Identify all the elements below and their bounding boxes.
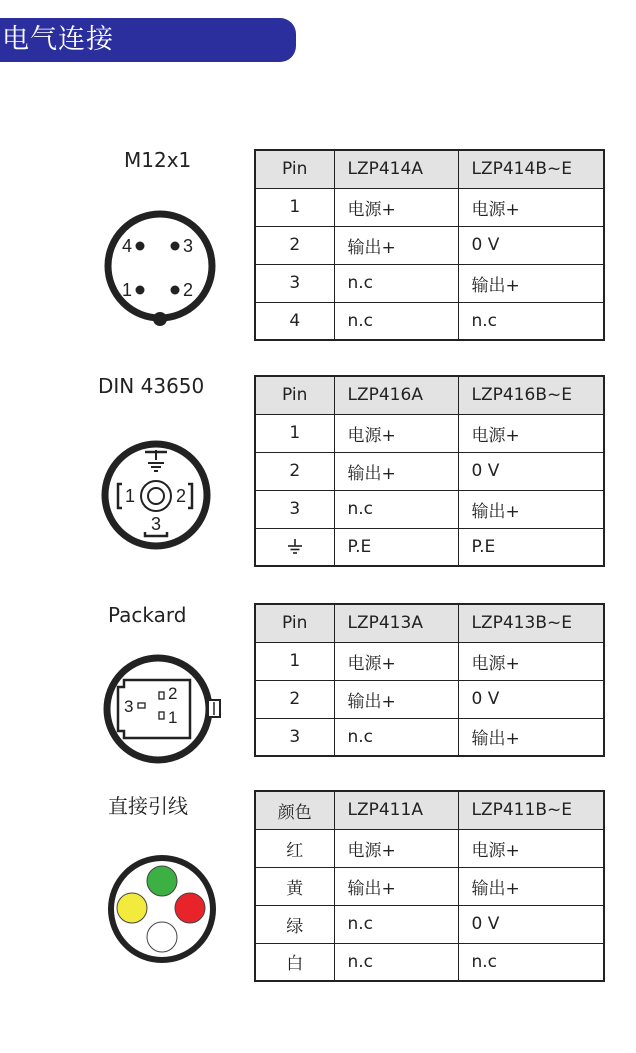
table-cell: 输出+ bbox=[334, 680, 458, 718]
packard-pin-label: 3 bbox=[124, 697, 134, 716]
table-cell: 黄 bbox=[255, 867, 334, 905]
column-header: Pin bbox=[255, 150, 334, 188]
wire-yellow-icon bbox=[117, 893, 147, 923]
packard-pin-label: 2 bbox=[168, 684, 178, 703]
table-cell: 电源+ bbox=[458, 414, 604, 452]
table-cell: 1 bbox=[255, 414, 334, 452]
packard-pin-label: 1 bbox=[168, 708, 178, 727]
table-row bbox=[255, 302, 604, 340]
table-cell: 电源+ bbox=[334, 642, 458, 680]
pin-table-direct-leads bbox=[254, 790, 605, 982]
column-header: LZP416A bbox=[334, 376, 458, 414]
m12-pin-label: 3 bbox=[183, 236, 194, 256]
column-header: LZP416B~E bbox=[458, 376, 604, 414]
table-cell: 2 bbox=[255, 680, 334, 718]
m12-pin-label: 1 bbox=[122, 280, 133, 300]
table-cell: 电源+ bbox=[458, 188, 604, 226]
table-cell: 红 bbox=[255, 829, 334, 867]
table-cell: 3 bbox=[255, 490, 334, 528]
table-cell: 电源+ bbox=[334, 188, 458, 226]
table-cell: n.c bbox=[334, 905, 458, 943]
column-header: LZP414B~E bbox=[458, 150, 604, 188]
table-row bbox=[255, 528, 604, 566]
table-cell: 0 V bbox=[458, 226, 604, 264]
table-cell: n.c bbox=[334, 943, 458, 981]
ground-icon bbox=[287, 539, 303, 555]
table-cell: P.E bbox=[458, 528, 604, 566]
table-cell: 输出+ bbox=[334, 452, 458, 490]
wire-red-icon bbox=[175, 893, 205, 923]
table-cell: 输出+ bbox=[458, 718, 604, 756]
table-cell: 2 bbox=[255, 452, 334, 490]
table-cell: 0 V bbox=[458, 905, 604, 943]
column-header: LZP411A bbox=[334, 791, 458, 829]
packard-connector-icon bbox=[100, 652, 240, 772]
table-cell: 电源+ bbox=[458, 829, 604, 867]
column-header: LZP411B~E bbox=[458, 791, 604, 829]
table-header-row bbox=[255, 604, 604, 642]
table-cell: 0 V bbox=[458, 452, 604, 490]
table-row bbox=[255, 943, 604, 981]
din-pin-label: 1 bbox=[125, 486, 136, 506]
table-cell: 电源+ bbox=[458, 642, 604, 680]
pin-table-m12 bbox=[254, 149, 605, 341]
table-cell: n.c bbox=[334, 718, 458, 756]
column-header: 颜色 bbox=[255, 791, 334, 829]
column-header: LZP414A bbox=[334, 150, 458, 188]
table-header-row bbox=[255, 376, 604, 414]
table-row bbox=[255, 718, 604, 756]
table-cell: 输出+ bbox=[334, 867, 458, 905]
table-row bbox=[255, 226, 604, 264]
table-cell: 电源+ bbox=[334, 829, 458, 867]
table-cell: 白 bbox=[255, 943, 334, 981]
table-cell: 电源+ bbox=[334, 414, 458, 452]
table-cell: n.c bbox=[458, 943, 604, 981]
m12-pin-label: 2 bbox=[183, 280, 194, 300]
table-header-row bbox=[255, 791, 604, 829]
table-cell: 3 bbox=[255, 718, 334, 756]
table-row bbox=[255, 264, 604, 302]
table-cell: n.c bbox=[334, 264, 458, 302]
column-header: Pin bbox=[255, 376, 334, 414]
table-row bbox=[255, 452, 604, 490]
connector-label-direct-leads: 直接引线 bbox=[108, 794, 188, 818]
table-cell bbox=[255, 528, 334, 566]
table-row bbox=[255, 867, 604, 905]
table-row bbox=[255, 188, 604, 226]
section-header bbox=[0, 18, 296, 62]
table-row bbox=[255, 414, 604, 452]
table-header-row bbox=[255, 150, 604, 188]
table-row bbox=[255, 490, 604, 528]
table-cell: 1 bbox=[255, 188, 334, 226]
table-cell: 输出+ bbox=[458, 490, 604, 528]
din-pin-label: 2 bbox=[176, 486, 187, 506]
table-row bbox=[255, 905, 604, 943]
table-cell: 4 bbox=[255, 302, 334, 340]
din-pin-label: 3 bbox=[151, 514, 162, 534]
m12-connector-icon bbox=[100, 208, 220, 328]
pin-table-din bbox=[254, 375, 605, 567]
table-cell: 输出+ bbox=[458, 264, 604, 302]
table-cell: 输出+ bbox=[334, 226, 458, 264]
page-title: 电气连接 bbox=[2, 24, 114, 55]
table-cell: 绿 bbox=[255, 905, 334, 943]
wire-white-icon bbox=[147, 922, 177, 952]
wire-green-icon bbox=[147, 866, 177, 896]
column-header: Pin bbox=[255, 604, 334, 642]
column-header: LZP413B~E bbox=[458, 604, 604, 642]
column-header: LZP413A bbox=[334, 604, 458, 642]
table-cell: 0 V bbox=[458, 680, 604, 718]
pin-table-packard bbox=[254, 603, 605, 757]
table-row bbox=[255, 642, 604, 680]
table-cell: n.c bbox=[334, 490, 458, 528]
table-row bbox=[255, 829, 604, 867]
wire-leads-icon bbox=[104, 852, 224, 972]
m12-pin-label: 4 bbox=[122, 236, 133, 256]
table-cell: P.E bbox=[334, 528, 458, 566]
din-connector-icon bbox=[98, 438, 218, 558]
table-cell: n.c bbox=[334, 302, 458, 340]
table-cell: n.c bbox=[458, 302, 604, 340]
connector-label-din: DIN 43650 bbox=[98, 374, 205, 398]
table-row bbox=[255, 680, 604, 718]
table-cell: 1 bbox=[255, 642, 334, 680]
table-cell: 2 bbox=[255, 226, 334, 264]
table-cell: 输出+ bbox=[458, 867, 604, 905]
connector-label-packard: Packard bbox=[108, 603, 187, 627]
connector-label-m12: M12x1 bbox=[124, 148, 192, 172]
table-cell: 3 bbox=[255, 264, 334, 302]
